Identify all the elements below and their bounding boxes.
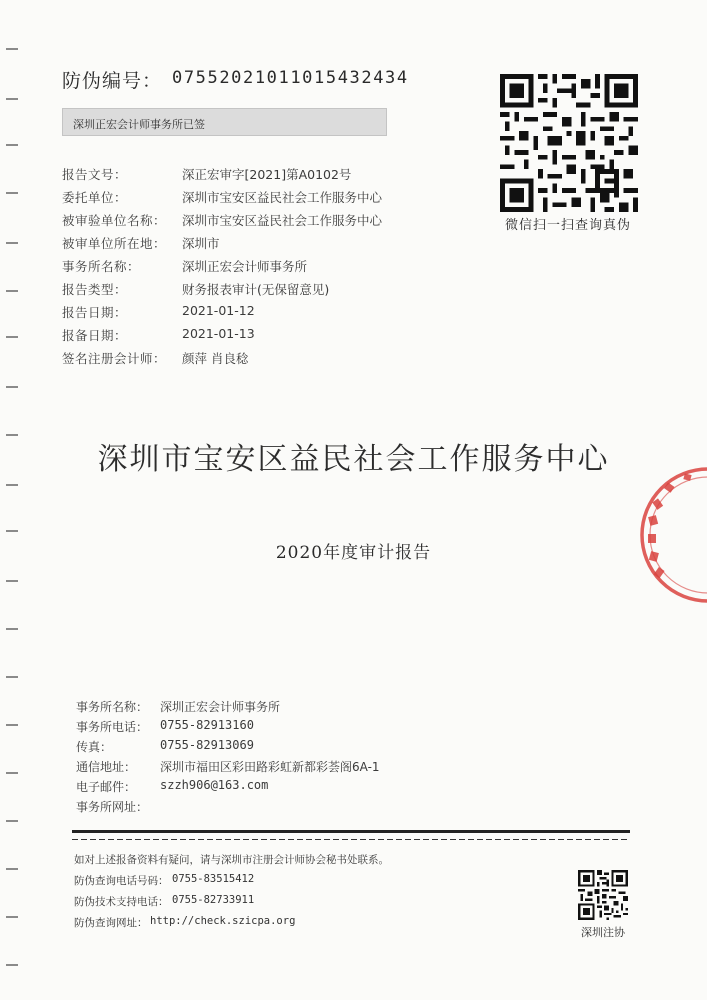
info-value: 深圳市宝安区益民社会工作服务中心 (182, 213, 383, 228)
info-label: 报告类型： (62, 282, 128, 297)
firm-label: 事务所网址： (76, 800, 149, 814)
info-label: 委托单位： (62, 190, 128, 205)
signed-stamp-bar (62, 108, 387, 136)
info-value: 财务报表审计(无保留意见) (182, 282, 330, 297)
info-value: 深圳市 (182, 236, 220, 251)
firm-value: 深圳正宏会计师事务所 (160, 700, 281, 714)
support-phone: 0755-82733911 (172, 894, 255, 906)
signed-stamp-text: 深圳正宏会计师事务所已签 (73, 118, 205, 131)
info-label: 被审验单位名称： (62, 213, 167, 228)
info-label: 报告日期： (62, 305, 128, 320)
info-value: 深圳正宏会计师事务所 (182, 259, 308, 274)
report-subtitle: 2020年度审计报告 (275, 543, 432, 563)
firm-value: 0755-82913160 (160, 718, 254, 732)
info-label: 报备日期： (62, 328, 128, 343)
firm-label: 电子邮件： (76, 780, 137, 794)
report-entity-title: 深圳市宝安区益民社会工作服务中心 (97, 442, 610, 477)
qr-caption: 微信扫一扫查询真伪 (504, 218, 631, 233)
anti-fake-phone: 0755-83515412 (172, 873, 255, 885)
anti-fake-phone-label: 防伪查询电话号码： (74, 875, 169, 887)
bottom-qr-code-icon[interactable] (578, 870, 628, 920)
firm-label: 传真： (76, 740, 113, 754)
firm-label: 事务所电话： (76, 720, 149, 734)
info-value: 深正宏审字[2021]第A0102号 (182, 167, 352, 182)
anti-fake-label: 防伪编号： (62, 70, 163, 92)
info-value: 颜萍 肖良稔 (182, 351, 249, 366)
bottom-qr-caption: 深圳注协 (581, 926, 625, 939)
divider-thick (72, 830, 630, 833)
firm-label: 通信地址： (76, 760, 137, 774)
anti-fake-number: 07552021011015432434 (172, 68, 409, 88)
info-label: 报告文号： (62, 167, 128, 182)
info-label: 被审单位所在地： (62, 236, 167, 251)
info-value: 深圳市宝安区益民社会工作服务中心 (182, 190, 383, 205)
firm-label: 事务所名称： (76, 700, 149, 714)
info-value: 2021-01-13 (182, 326, 255, 341)
firm-value: szzh906@163.com (160, 778, 269, 792)
support-phone-label: 防伪技术支持电话： (74, 896, 169, 908)
qr-code-icon[interactable] (500, 74, 638, 212)
query-url-label: 防伪查询网址： (74, 917, 148, 929)
seal-stamp (636, 460, 707, 610)
info-value: 2021-01-12 (182, 303, 255, 318)
query-url-link[interactable]: http://check.szicpa.org (150, 915, 296, 927)
info-label: 事务所名称： (62, 259, 141, 274)
info-label: 签名注册会计师： (62, 351, 167, 366)
notice-text: 如对上述报备资料有疑问，请与深圳市注册会计师协会秘书处联系。 (74, 854, 389, 866)
divider-dashed (72, 839, 630, 840)
firm-value: 0755-82913069 (160, 738, 254, 752)
firm-value: 深圳市福田区彩田路彩虹新都彩荟阁6A-1 (160, 760, 380, 774)
